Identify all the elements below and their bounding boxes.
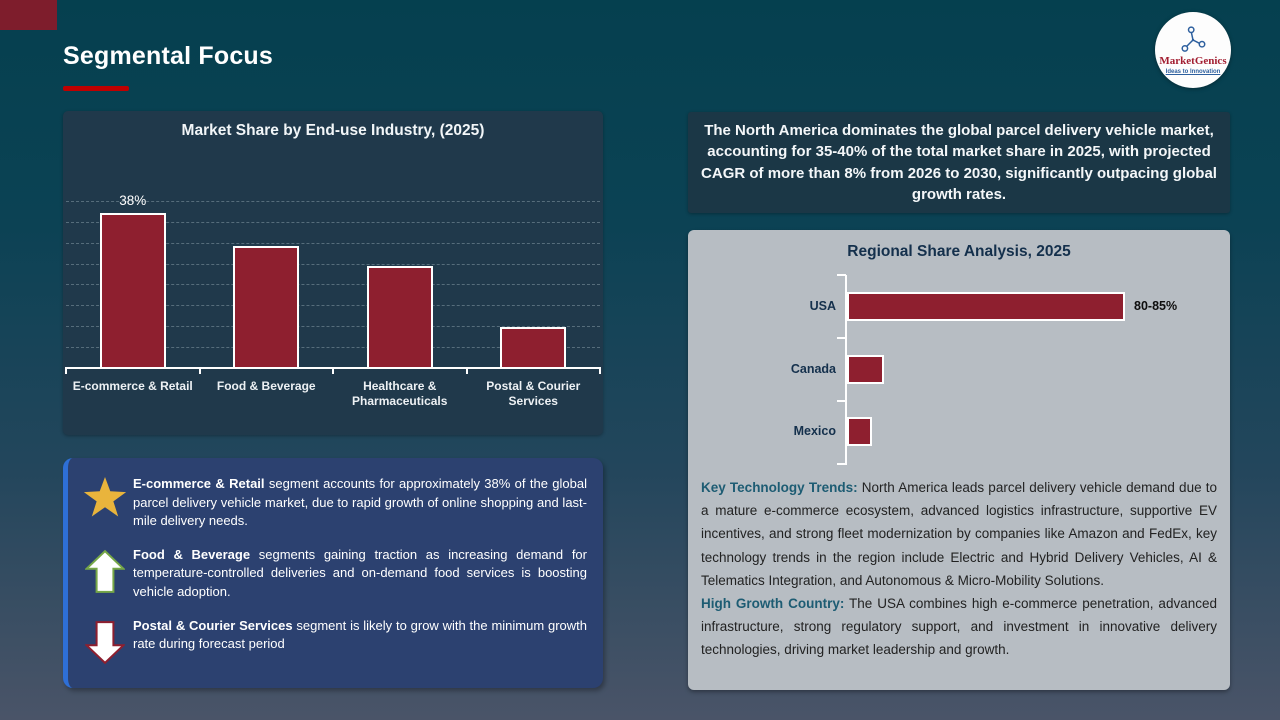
marketgenics-logo [1155, 12, 1231, 88]
y-axis-tick [837, 400, 846, 402]
bar-Mexico [847, 417, 872, 446]
regional-notes [701, 476, 1217, 662]
market-share-chart-panel [63, 111, 603, 435]
y-axis-tick [837, 274, 846, 276]
star-icon [77, 475, 133, 519]
x-axis-label: Healthcare & Pharmaceuticals [352, 379, 448, 408]
regional-note-body-1: The USA combines high e-commerce penetration, advanced infrastructure, strong regulatory support, and investment in innovative delivery technologies, driving market leadership and growth. [701, 596, 1217, 658]
title-underline [63, 86, 129, 91]
insight-lead-food: Food & Beverage [133, 546, 251, 562]
market-share-x-axis-labels [66, 379, 600, 409]
regional-share-panel [688, 230, 1230, 690]
segment-insights-box [63, 458, 603, 688]
category-label-Mexico: Mexico [793, 424, 836, 438]
x-axis-tick [65, 367, 67, 374]
arrow-down-icon [77, 617, 133, 666]
corner-accent-shape [0, 0, 57, 30]
regional-note-paragraph-1 [701, 592, 1217, 662]
bar-E-commerce & Retail [100, 213, 166, 367]
market-share-chart-title: Market Share by End-use Industry, (2025) [181, 122, 485, 139]
insight-lead-postal: Postal & Courier Services [133, 617, 293, 633]
arrow-up-icon [77, 546, 133, 595]
category-label-Canada: Canada [790, 361, 836, 376]
category-label-USA: USA [809, 299, 836, 313]
regional-note-lead-0: Key Technology Trends: [701, 480, 858, 495]
insight-row-food [77, 546, 587, 602]
bar-Food & Beverage [233, 246, 299, 368]
insight-text-ecommerce [133, 475, 587, 531]
north-america-highlight-text: The North America dominates the global parcel delivery vehicle market, accounting for 35-40% of the total market share in 2025, with projected CAGR of more than 8% from 2026 to 2030, significantly outpacing global growth rates. [701, 121, 1217, 203]
bar-value-label: 38% [119, 193, 147, 209]
x-axis-tick [466, 367, 468, 374]
regional-note-body-0: North America leads parcel delivery vehicle demand due to a mature e-commerce ecosystem, advanced logistics infrastructure, supportive EV incentives, and strong fleet modernization by companies like Amazon and FedEx, key technology trends in the region include Electric and Hybrid Delivery Vehicles, AI & Telematics Integration, and Autonomous & Micro-Mobility Solutions. [701, 480, 1218, 588]
logo-tagline: Ideas to Innovation [1165, 69, 1221, 75]
north-america-highlight-box [688, 112, 1230, 213]
insight-body-ecommerce: segment accounts for approximately 38% of the global parcel delivery vehicle market, due to rapid growth of online shopping and last-mile delivery needs. [133, 476, 587, 529]
insight-text-food [133, 546, 587, 602]
regional-note-lead-1: High Growth Country: [701, 596, 845, 612]
insight-row-ecommerce [77, 475, 587, 531]
insight-row-postal [77, 617, 587, 666]
logo-name: MarketGenics [1159, 55, 1227, 67]
insight-lead-ecommerce: E-commerce & Retail [133, 476, 265, 491]
page-title: Segmental Focus [63, 42, 273, 70]
market-share-plot-area [66, 111, 600, 367]
x-axis-label: E-commerce & Retail [72, 379, 193, 393]
molecule-icon [1178, 25, 1208, 55]
bar-USA [847, 292, 1125, 321]
bar-Canada [847, 355, 884, 384]
x-axis-label: Food & Beverage [216, 379, 316, 393]
bar-Postal & Courier Services [500, 327, 566, 368]
insight-text-postal [133, 617, 587, 654]
regional-note-paragraph-0 [701, 476, 1217, 592]
y-axis-tick [837, 463, 846, 465]
bar-Healthcare & Pharmaceuticals [367, 266, 433, 367]
bar-value-label: 80-85% [1134, 299, 1178, 313]
y-axis-tick [837, 337, 846, 339]
x-axis-tick [199, 367, 201, 374]
x-axis-tick [599, 367, 601, 374]
x-axis-label: Postal & Courier Services [486, 379, 581, 408]
regional-chart-title: Regional Share Analysis, 2025 [847, 243, 1071, 260]
x-axis-tick [332, 367, 334, 374]
insight-body-food: segments gaining traction as increasing demand for temperature-controlled deliveries and on-demand food services is boosting vehicle adoption. [133, 546, 587, 599]
insight-body-postal: segment is likely to grow with the minimum growth rate during forecast period [133, 617, 587, 652]
